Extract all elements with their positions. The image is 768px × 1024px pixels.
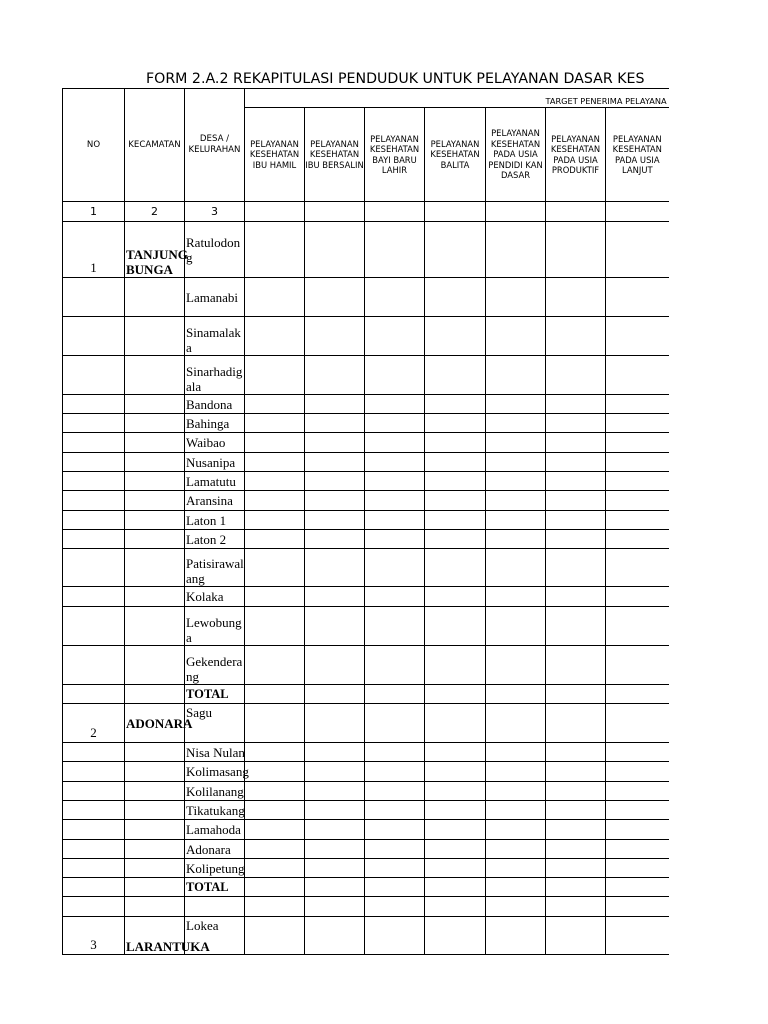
desa-name: Kolaka — [185, 587, 245, 607]
table-row — [63, 511, 669, 530]
desa-name: Kolilanang — [186, 783, 244, 799]
header-no: NO — [63, 89, 125, 202]
recap-table — [62, 88, 669, 955]
table-row — [63, 859, 669, 878]
table-row — [63, 704, 669, 743]
total-row — [63, 878, 669, 897]
table-row — [63, 278, 669, 317]
header-desa: DESA / KELURAHAN — [185, 89, 245, 202]
total-label: TOTAL — [185, 685, 245, 704]
table-row — [63, 453, 669, 472]
desa-name: Tikatukang — [186, 802, 245, 818]
table-row — [63, 472, 669, 491]
total-label: TOTAL — [185, 878, 245, 897]
desa-name: Adonara — [185, 840, 245, 859]
form-title: FORM 2.A.2 REKAPITULASI PENDUDUK UNTUK PELAYANAN DASAR KES — [146, 71, 645, 87]
header-service-usia-produktif: PELAYANAN KESEHATAN PADA USIA PRODUKTIF — [546, 108, 606, 202]
column-number: 2 — [125, 202, 185, 222]
table-row — [63, 433, 669, 453]
header-row — [63, 89, 669, 108]
desa-name: Lokea — [185, 917, 245, 955]
kecamatan-name: LARANTUKA — [125, 917, 185, 955]
kecamatan-name: TANJUNG BUNGA — [125, 222, 185, 278]
empty-row — [63, 897, 669, 917]
kecamatan-name: ADONARA — [125, 704, 185, 743]
desa-name: Lewobunga — [185, 607, 245, 646]
table-row — [63, 607, 669, 646]
column-number-row — [63, 202, 669, 222]
total-row — [63, 685, 669, 704]
header-kecamatan: KECAMATAN — [125, 89, 185, 202]
header-service-balita: PELAYANAN KESEHATAN BALITA — [425, 108, 486, 202]
header-service-ibu-bersalin: PELAYANAN KESEHATAN IBU BERSALIN — [305, 108, 365, 202]
desa-name: Bahinga — [185, 414, 245, 433]
table-row — [63, 801, 669, 820]
desa-name: Lamanabi — [185, 278, 245, 317]
row-number: 3 — [63, 917, 125, 955]
desa-name: Waibao — [185, 433, 245, 453]
desa-name: Gekenderang — [185, 646, 245, 685]
header-service-bayi-baru-lahir: PELAYANAN KESEHATAN BAYI BARU LAHIR — [365, 108, 425, 202]
desa-name: Kolimasang — [185, 762, 245, 782]
table-row — [63, 743, 669, 762]
column-number: 1 — [63, 202, 125, 222]
table-row — [63, 317, 669, 356]
header-service-ibu-hamil: PELAYANAN KESEHATAN IBU HAMIL — [245, 108, 305, 202]
table-row — [63, 414, 669, 433]
table-row — [63, 356, 669, 395]
table-row — [63, 917, 669, 955]
header-service-pendidikan-dasar: PELAYANAN KESEHATAN PADA USIA PENDIDI KAN DASAR — [486, 108, 546, 202]
table-row — [63, 587, 669, 607]
desa-name: Aransina — [185, 491, 245, 511]
desa-name: Patisirawalang — [185, 549, 245, 587]
desa-name: Nusanipa — [185, 453, 245, 472]
row-number: 2 — [63, 704, 125, 743]
desa-name: Laton 2 — [185, 530, 245, 549]
table-row — [63, 491, 669, 511]
header-service-usia-lanjut: PELAYANAN KESEHATAN PADA USIA LANJUT — [606, 108, 669, 202]
desa-name: Sinarhadigala — [185, 356, 245, 395]
desa-name: Lamatutu — [185, 472, 245, 491]
header-target: TARGET PENERIMA PELAYANA — [245, 89, 669, 108]
table-row — [63, 222, 669, 278]
desa-name: Ratulodong — [185, 222, 245, 278]
table-row — [63, 820, 669, 840]
table-row — [63, 646, 669, 685]
column-number: 3 — [185, 202, 245, 222]
desa-name: Lamahoda — [185, 820, 245, 840]
desa-name: Laton 1 — [185, 511, 245, 530]
table-row — [63, 395, 669, 414]
row-number: 1 — [63, 222, 125, 278]
desa-name: Sagu — [185, 704, 245, 743]
table-row — [63, 840, 669, 859]
desa-name: Sinamalaka — [185, 317, 245, 356]
table-row — [63, 782, 669, 801]
table-row — [63, 762, 669, 782]
desa-name: Kolipetung — [186, 860, 245, 876]
table-row — [63, 549, 669, 587]
desa-name: Nisa Nulan — [186, 744, 245, 760]
table-row — [63, 530, 669, 549]
desa-name: Bandona — [185, 395, 245, 414]
